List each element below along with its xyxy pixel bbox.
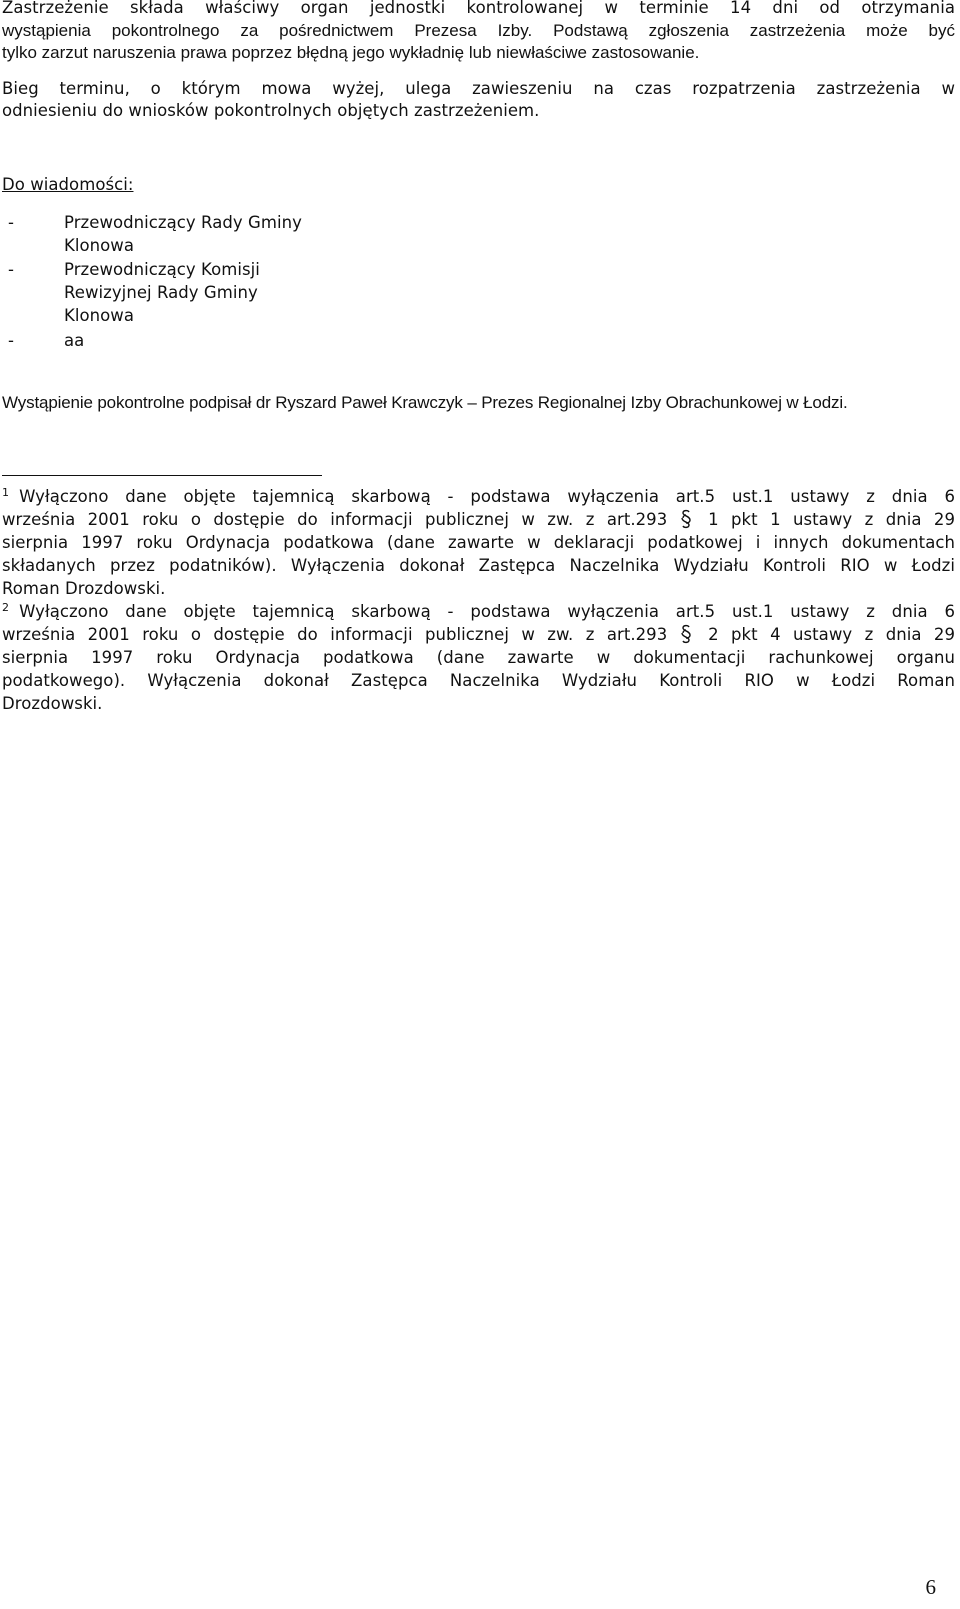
footnote-separator (2, 475, 322, 476)
footnote-2-text: 2 pkt 4 ustawy z dnia 29 (708, 625, 956, 644)
opening-line-2: wystąpienia pokontrolnego za pośrednictwem Prezesa Izby. Podstawą zgłoszenia zastrzeżenia może być (2, 21, 955, 40)
section-sign-icon (680, 508, 696, 532)
recipient-1-line-1: Przewodniczący Rady Gminy (64, 213, 302, 232)
distribution-heading: Do wiadomości: (2, 175, 134, 194)
opening-line-1: Zastrzeżenie składa właściwy organ jednostki kontrolowanej w terminie 14 dni od otrzymania (2, 0, 955, 17)
list-dash: - (8, 260, 15, 279)
footnote-2-line-1 (2, 600, 955, 624)
footnote-2-marker: 2 (2, 601, 10, 614)
footnote-2-text: września 2001 roku o dostępie do informacji publicznej w zw. z art.293 (2, 625, 668, 644)
page-number: 6 (925, 1575, 936, 1599)
recipient-2-line-1: Przewodniczący Komisji (64, 260, 260, 279)
footnote-1-text: Wyłączono dane objęte tajemnicą skarbową - podstawa wyłączenia art.5 ust.1 ustawy z dnia 6 (19, 487, 955, 506)
recipient-1-line-2: Klonowa (64, 236, 135, 255)
footnote-2-line-4: podatkowego). Wyłączenia dokonał Zastępca Naczelnika Wydziału Kontroli RIO w Łodzi Roman (2, 671, 955, 690)
section-sign-icon (680, 623, 696, 647)
footnote-1-line-5: Roman Drozdowski. (2, 579, 166, 598)
footnote-2-line-3: sierpnia 1997 roku Ordynacja podatkowa (dane zawarte w dokumentacji rachunkowej organu (2, 648, 955, 667)
opening-line-3: tylko zarzut naruszenia prawa poprzez błędną jego wykładnię lub niewłaściwe zastosowanie. (2, 43, 700, 62)
footnote-1-text: 1 pkt 1 ustawy z dnia 29 (708, 510, 956, 529)
deadline-line-1: Bieg terminu, o którym mowa wyżej, ulega zawieszeniu na czas rozpatrzenia zastrzeżenia w (2, 79, 955, 98)
recipient-2-line-2: Rewizyjnej Rady Gminy (64, 283, 258, 302)
footnote-1-marker: 1 (2, 486, 10, 499)
footnote-2-line-2 (2, 623, 955, 647)
footnote-1-line-3: sierpnia 1997 roku Ordynacja podatkowa (dane zawarte w deklaracji podatkowej i innych dokumentach (2, 533, 955, 552)
recipient-2-line-3: Klonowa (64, 306, 135, 325)
footnote-1-line-1 (2, 485, 955, 509)
footnote-1-line-4: składanych przez podatników). Wyłączenia dokonał Zastępca Naczelnika Wydziału Kontroli RIO w Łodzi (2, 556, 955, 575)
footnote-2-text: Wyłączono dane objęte tajemnicą skarbową - podstawa wyłączenia art.5 ust.1 ustawy z dnia 6 (19, 602, 955, 621)
deadline-line-2: odniesieniu do wniosków pokontrolnych objętych zastrzeżeniem. (2, 101, 540, 120)
footnote-1-text: września 2001 roku o dostępie do informacji publicznej w zw. z art.293 (2, 510, 668, 529)
recipient-3-line-1: aa (64, 331, 85, 350)
list-dash: - (8, 213, 15, 232)
signature-note: Wystąpienie pokontrolne podpisał dr Ryszard Paweł Krawczyk – Prezes Regionalnej Izby Obrachunkowej w Łodzi. (2, 393, 848, 412)
footnote-2-line-5: Drozdowski. (2, 694, 103, 713)
list-dash: - (8, 331, 15, 350)
footnote-1-line-2 (2, 508, 955, 532)
